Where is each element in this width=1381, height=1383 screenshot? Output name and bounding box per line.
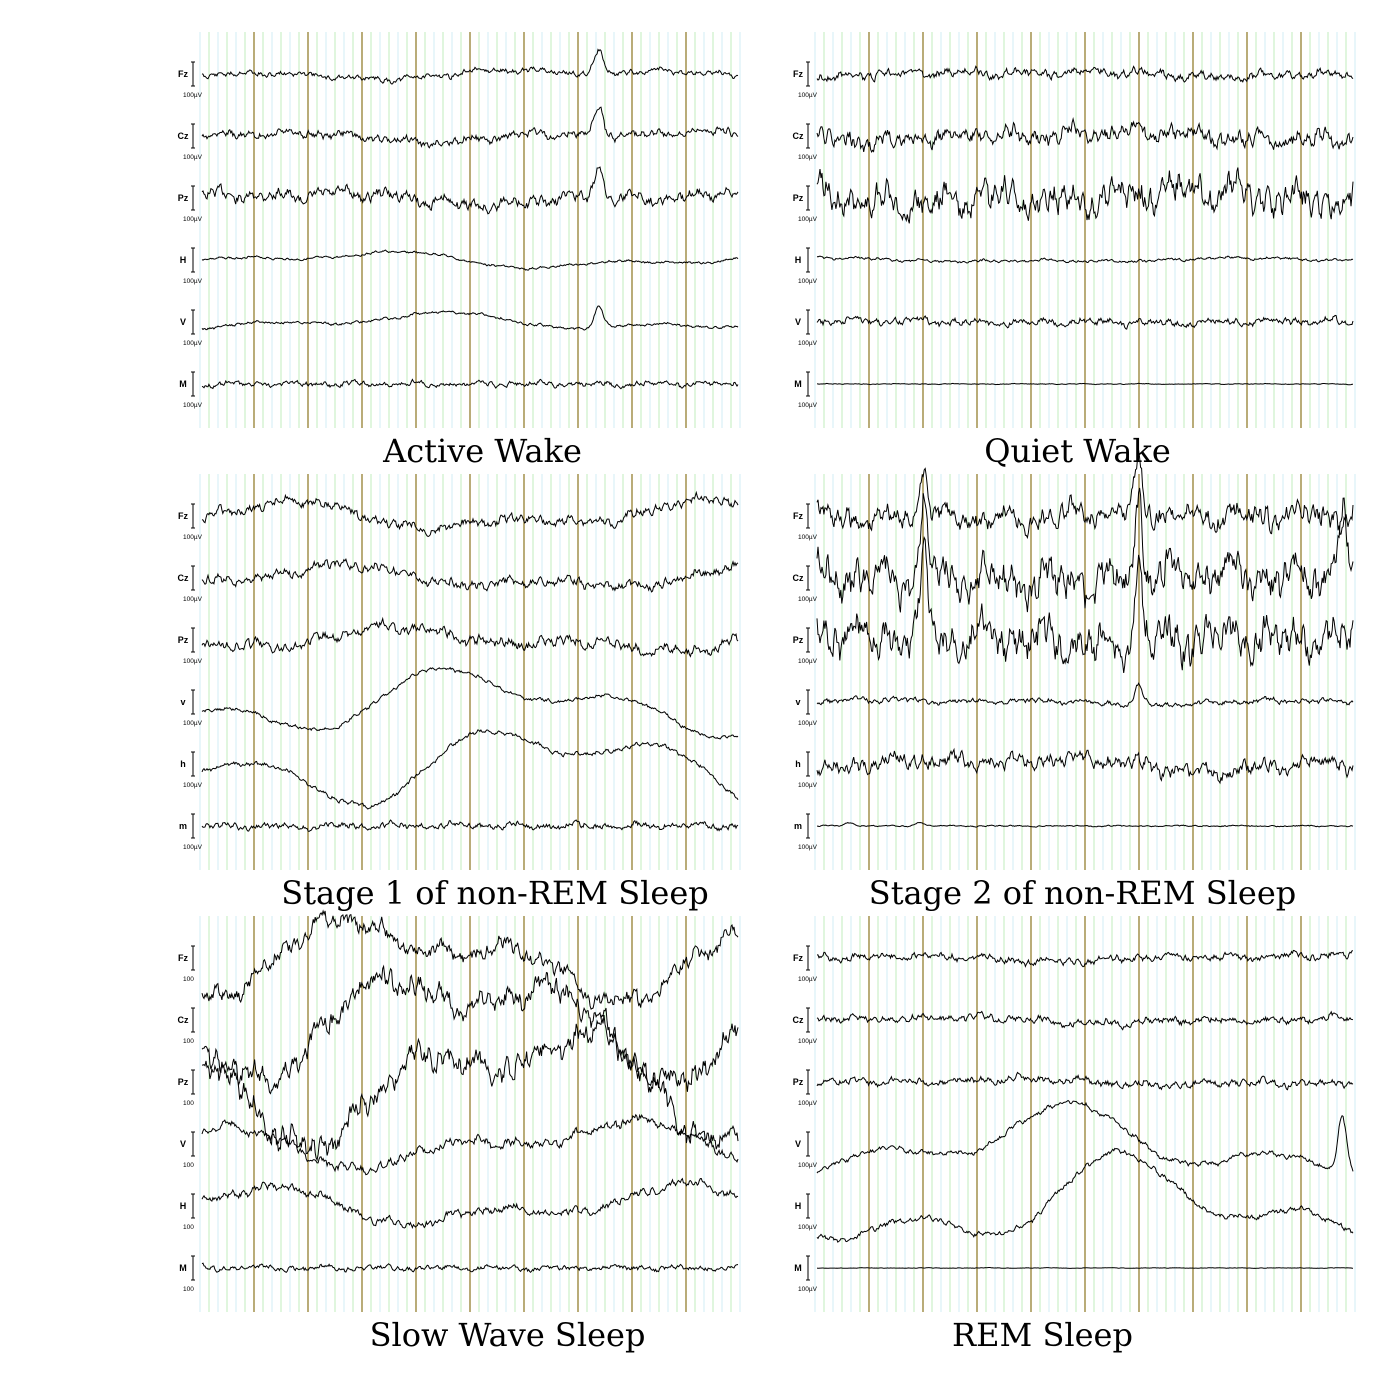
scale-label: 100 xyxy=(183,976,194,983)
scale-bar xyxy=(191,62,195,86)
channel-label: V xyxy=(179,317,187,327)
channel-label: h xyxy=(795,759,801,769)
scale-bar xyxy=(806,628,810,652)
eeg-plot-slow-wave xyxy=(175,914,745,1314)
scale-label: 100µV xyxy=(798,340,817,347)
scale-label: 100µV xyxy=(183,596,202,603)
channel-label: M xyxy=(179,1263,187,1273)
channel-label: m xyxy=(793,821,803,831)
channel-label: Cz xyxy=(792,1015,804,1025)
channel-label: H xyxy=(179,1201,187,1211)
eeg-plot-rem xyxy=(790,914,1360,1314)
panel-stage2-sleep xyxy=(790,472,1360,912)
scale-bar xyxy=(191,1132,195,1156)
scale-label: 100µV xyxy=(798,596,817,603)
scale-label: 100µV xyxy=(798,278,817,285)
scale-bar xyxy=(191,1070,195,1094)
eeg-plot-quiet-wake xyxy=(790,30,1360,430)
eeg-plot-stage2 xyxy=(790,472,1360,872)
scale-bar xyxy=(806,372,810,396)
scale-label: 100µV xyxy=(798,92,817,99)
grid xyxy=(200,916,740,1312)
scale-label: 100 xyxy=(183,1100,194,1107)
channel-label: Pz xyxy=(177,635,189,645)
panel-quiet-wake xyxy=(790,30,1360,470)
channel-label: Cz xyxy=(177,573,189,583)
channel-label: V xyxy=(179,1139,187,1149)
scale-label: 100µV xyxy=(798,154,817,161)
eeg-plot-stage1 xyxy=(175,472,745,872)
scale-label: 100 xyxy=(183,1162,194,1169)
channel-label: M xyxy=(794,379,802,389)
eeg-trace-m xyxy=(817,1268,1353,1269)
scale-label: 100µV xyxy=(798,844,817,851)
scale-bar xyxy=(806,946,810,970)
channel-label: Cz xyxy=(177,1015,189,1025)
channel-label: Pz xyxy=(792,635,804,645)
scale-bar xyxy=(191,814,195,838)
scale-bar xyxy=(806,310,810,334)
scale-label: 100µV xyxy=(183,658,202,665)
scale-bar xyxy=(191,690,195,714)
scale-bar xyxy=(806,504,810,528)
channel-label: Pz xyxy=(177,1077,189,1087)
scale-bar xyxy=(806,752,810,776)
scale-bar xyxy=(806,1008,810,1032)
scale-label: 100µV xyxy=(798,1286,817,1293)
scale-label: 100µV xyxy=(183,92,202,99)
panel-title: Quiet Wake xyxy=(984,432,1171,470)
channel-label: V xyxy=(794,1139,802,1149)
scale-bar xyxy=(806,566,810,590)
channel-label: h xyxy=(180,759,186,769)
scale-label: 100µV xyxy=(798,782,817,789)
scale-bar xyxy=(806,124,810,148)
scale-label: 100µV xyxy=(183,720,202,727)
panel-title: Slow Wave Sleep xyxy=(369,1316,646,1354)
panel-stage1-sleep xyxy=(175,472,745,912)
scale-bar xyxy=(191,946,195,970)
channel-label: Fz xyxy=(178,69,188,79)
channel-label: V xyxy=(794,317,802,327)
panel-title: REM Sleep xyxy=(952,1316,1133,1354)
scale-bar xyxy=(806,186,810,210)
scale-label: 100µV xyxy=(798,658,817,665)
scale-label: 100µV xyxy=(798,1224,817,1231)
panel-active-wake xyxy=(175,30,745,470)
channel-label: Fz xyxy=(178,511,188,521)
scale-bar xyxy=(191,372,195,396)
panel-title: Stage 1 of non-REM Sleep xyxy=(281,874,709,912)
scale-label: 100µV xyxy=(183,278,202,285)
channel-label: Pz xyxy=(792,1077,804,1087)
grid xyxy=(200,474,740,870)
scale-bar xyxy=(191,248,195,272)
scale-label: 100 xyxy=(183,1286,194,1293)
channel-label: v xyxy=(795,697,801,707)
scale-label: 100µV xyxy=(183,782,202,789)
scale-bar xyxy=(191,186,195,210)
grid xyxy=(815,32,1355,428)
channel-label: Pz xyxy=(792,193,804,203)
channel-label: H xyxy=(794,1201,802,1211)
scale-label: 100µV xyxy=(183,534,202,541)
scale-bar xyxy=(191,1256,195,1280)
panel-title: Active Wake xyxy=(383,432,582,470)
channel-label: H xyxy=(794,255,802,265)
scale-bar xyxy=(806,690,810,714)
scale-label: 100µV xyxy=(183,154,202,161)
channel-label: Cz xyxy=(177,131,189,141)
channel-label: Pz xyxy=(177,193,189,203)
scale-bar xyxy=(191,566,195,590)
panel-title: Stage 2 of non-REM Sleep xyxy=(868,874,1297,912)
channel-label: Cz xyxy=(792,131,804,141)
panel-rem-sleep xyxy=(790,914,1360,1354)
channel-label: m xyxy=(178,821,188,831)
scale-label: 100µV xyxy=(798,534,817,541)
channel-label: Fz xyxy=(793,511,803,521)
scale-label: 100µV xyxy=(798,216,817,223)
scale-label: 100µV xyxy=(798,720,817,727)
scale-bar xyxy=(191,752,195,776)
eeg-plot-active-wake xyxy=(175,30,745,430)
scale-bar xyxy=(806,62,810,86)
grid xyxy=(815,474,1355,870)
scale-bar xyxy=(806,1132,810,1156)
scale-label: 100µV xyxy=(798,976,817,983)
panel-slow-wave-sleep xyxy=(175,914,745,1354)
channel-label: Fz xyxy=(793,953,803,963)
scale-label: 100µV xyxy=(183,216,202,223)
scale-bar xyxy=(806,248,810,272)
scale-bar xyxy=(806,1070,810,1094)
channel-label: M xyxy=(179,379,187,389)
scale-bar xyxy=(191,504,195,528)
scale-label: 100µV xyxy=(798,402,817,409)
scale-label: 100µV xyxy=(183,402,202,409)
channel-label: H xyxy=(179,255,187,265)
scale-label: 100µV xyxy=(798,1162,817,1169)
scale-bar xyxy=(191,124,195,148)
grid xyxy=(200,32,740,428)
channel-label: Cz xyxy=(792,573,804,583)
scale-bar xyxy=(191,1008,195,1032)
scale-label: 100µV xyxy=(798,1038,817,1045)
channel-label: Fz xyxy=(178,953,188,963)
scale-bar xyxy=(806,1194,810,1218)
channel-label: Fz xyxy=(793,69,803,79)
grid xyxy=(815,916,1355,1312)
scale-bar xyxy=(191,628,195,652)
scale-label: 100 xyxy=(183,1224,194,1231)
scale-bar xyxy=(191,1194,195,1218)
scale-bar xyxy=(806,814,810,838)
channel-label: M xyxy=(794,1263,802,1273)
scale-bar xyxy=(806,1256,810,1280)
scale-label: 100µV xyxy=(798,1100,817,1107)
channel-label: v xyxy=(180,697,186,707)
scale-bar xyxy=(191,310,195,334)
scale-label: 100 xyxy=(183,1038,194,1045)
scale-label: 100µV xyxy=(183,340,202,347)
scale-label: 100µV xyxy=(183,844,202,851)
